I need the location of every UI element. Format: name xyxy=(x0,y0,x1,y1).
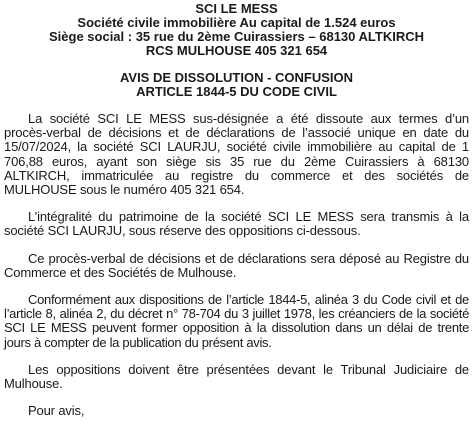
notice-title-line-1: AVIS DE DISSOLUTION - CONFUSION xyxy=(119,70,354,85)
company-header xyxy=(4,2,469,58)
paragraph-creditor-opposition: Conformément aux dispositions de l’article 1844-5, alinéa 3 du Code civil et de l’article 8, alinéa 2, du décret n° 78-704 du 3 juillet 1978, les créanciers de la société SCI LE MESS peuvent former opposition à la dissolution dans un délai de trente jours à compter de la publication du présent avis. xyxy=(4,292,469,350)
paragraph-patrimony-transfer: L’intégralité du patrimoine de la société SCI LE MESS sera transmis à la société SCI LAURJU, sous réserve des oppositions ci-dessous. xyxy=(4,209,469,239)
company-registered-office: Siège social : 35 rue du 2ème Cuirassiers – 68130 ALTKIRCH xyxy=(49,29,424,44)
paragraph-closing: Pour avis, xyxy=(28,403,85,419)
paragraph-dissolution: La société SCI LE MESS sus-désignée a été dissoute aux termes d’un procès-verbal de décisions et de déclarations de l’associé unique en date du 15/07/2024, la société SCI LAURJU, société civile immobilière au capital de 1 706,88 euros, ayant son siège sis 35 rue du 2ème Cuirassiers à 68130 ALTKIRCH, immatriculée au registre du commerce et des sociétés de MULHOUSE sous le numéro 405 321 654. xyxy=(4,111,469,198)
notice-title xyxy=(4,71,469,99)
company-legal-form: Société civile immobilière Au capital de 1.524 euros xyxy=(77,15,396,30)
company-name: SCI LE MESS xyxy=(195,1,278,16)
notice-body xyxy=(4,112,469,418)
company-registration-number: RCS MULHOUSE 405 321 654 xyxy=(145,43,328,58)
notice-title-line-2: ARTICLE 1844-5 DU CODE CIVIL xyxy=(136,84,337,99)
paragraph-opposition-court: Les oppositions doivent être présentées devant le Tribunal Judiciaire de Mulhouse. xyxy=(4,361,469,392)
paragraph-registry-filing: Ce procès-verbal de décisions et de déclarations sera déposé au Registre du Commerce et des Sociétés de Mulhouse. xyxy=(4,250,469,280)
